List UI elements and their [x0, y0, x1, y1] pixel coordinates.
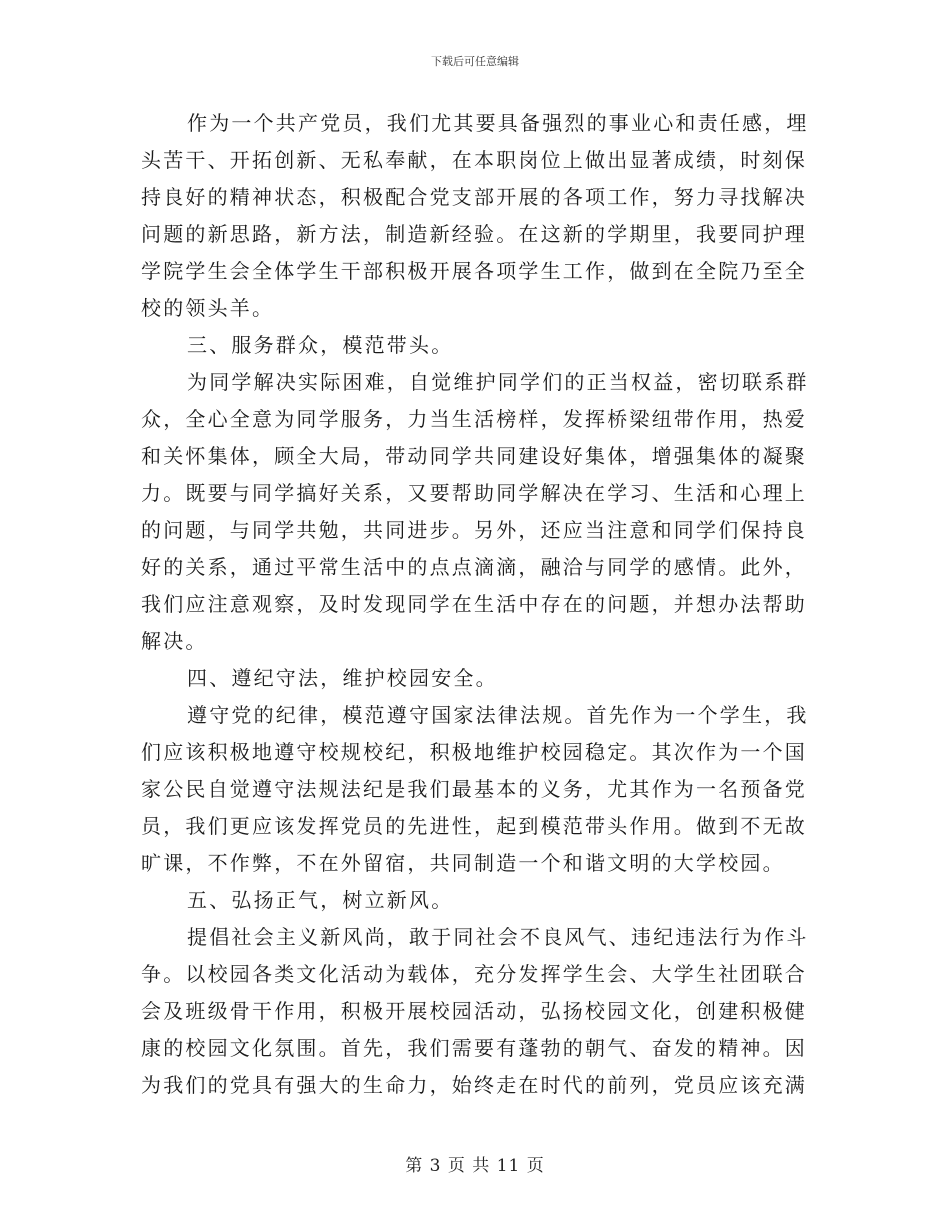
text-line: 们应该积极地遵守校规校纪，积极地维护校园稳定。其次作为一个国	[141, 740, 807, 764]
text-line: 会及班级骨干作用，积极开展校园活动，弘扬校园文化，创建积极健	[141, 999, 807, 1023]
paragraph-serve-masses	[141, 364, 809, 660]
text-line: 和关怀集体，顾全大局，带动同学共同建设好集体，增强集体的凝聚	[141, 444, 807, 468]
text-line: 问题的新思路，新方法，制造新经验。在这新的学期里，我要同护理	[141, 222, 807, 246]
heading-text: 四、遵纪守法，维护校园安全。	[187, 666, 498, 690]
text-line: 好的关系，通过平常生活中的点点滴滴，融洽与同学的感情。此外，	[141, 555, 807, 579]
text-line: 解决。	[141, 629, 208, 653]
page-number-footer	[0, 1156, 950, 1176]
section-heading-5	[141, 882, 795, 919]
document-body	[141, 105, 809, 1104]
text-line: 遵守党的纪律，模范遵守国家法律法规。首先作为一个学生，我	[187, 703, 809, 727]
text-line: 争。以校园各类文化活动为载体，充分发挥学生会、大学生社团联合	[141, 962, 807, 986]
text-line: 众，全心全意为同学服务，力当生活榜样，发挥桥梁纽带作用，热爱	[141, 407, 807, 431]
text-line: 员，我们更应该发挥党员的先进性，起到模范带头作用。做到不无故	[141, 814, 807, 838]
text-line: 旷课，不作弊，不在外留宿，共同制造一个和谐文明的大学校园。	[141, 851, 785, 875]
paragraph-new-ethos	[141, 919, 809, 1104]
section-heading-3	[141, 327, 795, 364]
text-line: 康的校园文化氛围。首先，我们需要有蓬勃的朝气、奋发的精神。因	[141, 1036, 807, 1060]
paragraph-obey-law	[141, 697, 809, 882]
text-line: 持良好的精神状态，积极配合党支部开展的各项工作，努力寻找解决	[141, 185, 807, 209]
text-line: 学院学生会全体学生干部积极开展各项学生工作，做到在全院乃至全	[141, 259, 807, 283]
heading-text: 三、服务群众，模范带头。	[187, 333, 454, 357]
text-line: 作为一个共产党员，我们尤其要具备强烈的事业心和责任感，埋	[187, 111, 809, 135]
page-header: 下载后可任意编辑	[431, 55, 519, 68]
text-line: 的问题，与同学共勉，共同进步。另外，还应当注意和同学们保持良	[141, 518, 807, 542]
text-line: 家公民自觉遵守法规法纪是我们最基本的义务，尤其作为一名预备党	[141, 777, 807, 801]
text-line: 力。既要与同学搞好关系，又要帮助同学解决在学习、生活和心理上	[141, 481, 807, 505]
paragraph-party-member-duty	[141, 105, 809, 327]
text-line: 提倡社会主义新风尚，敢于同社会不良风气、违纪违法行为作斗	[187, 925, 809, 949]
text-line: 为我们的党具有强大的生命力，始终走在时代的前列，党员应该充满	[141, 1073, 807, 1097]
text-line: 校的领头羊。	[141, 296, 275, 320]
page-number-text: 第 3 页 共 11 页	[405, 1156, 545, 1176]
text-line: 我们应注意观察，及时发现同学在生活中存在的问题，并想办法帮助	[141, 592, 807, 616]
heading-text: 五、弘扬正气，树立新风。	[187, 888, 454, 912]
text-line: 为同学解决实际困难，自觉维护同学们的正当权益，密切联系群	[187, 370, 809, 394]
text-line: 头苦干、开拓创新、无私奉献，在本职岗位上做出显著成绩，时刻保	[141, 148, 807, 172]
section-heading-4	[141, 660, 795, 697]
